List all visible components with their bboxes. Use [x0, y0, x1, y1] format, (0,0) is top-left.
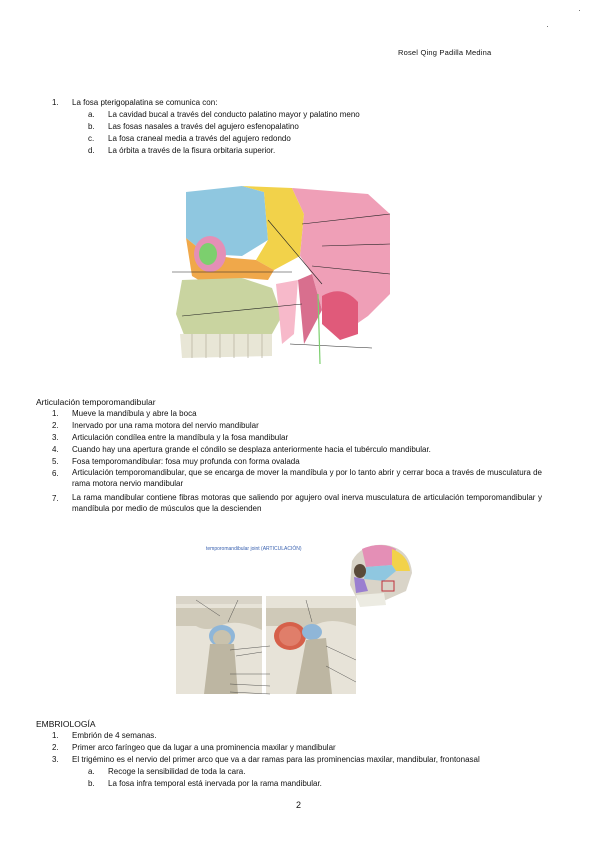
item-number: 1. [52, 731, 59, 740]
item-number: 4. [52, 445, 59, 454]
list-item [52, 468, 542, 489]
scan-speck [579, 10, 580, 11]
list-item [52, 742, 336, 754]
item-text: Fosa temporomandibular: fosa muy profunda con forma ovalada [72, 457, 300, 466]
skull-lateral-illustration [172, 184, 390, 364]
list-item [52, 754, 480, 766]
item-number: 5. [52, 457, 59, 466]
question-text: La fosa pterigopalatina se comunica con: [72, 98, 218, 107]
item-number: 3. [52, 755, 59, 764]
item-number: 3. [52, 433, 59, 442]
option-text: La órbita a través de la fisura orbitaria superior. [108, 146, 276, 155]
section-title-articulacion: Articulación temporomandibular [36, 397, 156, 407]
list-subitem [88, 778, 322, 790]
page-number: 2 [296, 800, 302, 810]
option-letter: a. [88, 110, 95, 119]
list-item [52, 420, 259, 432]
section-title-embriologia: EMBRIOLOGÍA [36, 719, 96, 729]
item-text: Inervado por una rama motora del nervio mandibular [72, 421, 259, 430]
item-text: Mueve la mandíbula y abre la boca [72, 409, 197, 418]
list-item [52, 408, 197, 420]
option-b [88, 121, 299, 133]
option-letter: c. [88, 134, 95, 143]
option-a [88, 109, 360, 121]
figure-caption: temporomandibular joint (ARTICULACIÓN) [206, 546, 302, 552]
item-number: 6. [52, 469, 59, 478]
list-subitem [88, 766, 245, 778]
list-item [52, 493, 542, 514]
list-item [52, 444, 431, 456]
item-text: Embrión de 4 semanas. [72, 731, 157, 740]
item-text: Articulación condílea entre la mandíbula y la fosa mandibular [72, 433, 289, 442]
subitem-text: La fosa infra temporal está inervada por la rama mandibular. [108, 779, 322, 788]
option-letter: b. [88, 122, 95, 131]
item-number: 2. [52, 421, 59, 430]
option-text: Las fosas nasales a través del agujero esfenopalatino [108, 122, 299, 131]
scan-speck [547, 26, 548, 27]
figure-leader-lines [230, 640, 270, 696]
list-item [52, 730, 157, 742]
item-number: 1. [52, 409, 59, 418]
option-d [88, 145, 275, 157]
tmj-open-section [266, 596, 356, 694]
item-text: Primer arco faríngeo que da lugar a una prominencia maxilar y mandibular [72, 743, 336, 752]
item-number: 7. [52, 494, 59, 503]
option-text: La fosa craneal media a través del agujero redondo [108, 134, 291, 143]
option-letter: d. [88, 146, 95, 155]
subitem-letter: b. [88, 779, 95, 788]
subitem-text: Recoge la sensibilidad de toda la cara. [108, 767, 246, 776]
item-number: 2. [52, 743, 59, 752]
option-c [88, 133, 291, 145]
option-text: La cavidad bucal a través del conducto palatino mayor y palatino meno [108, 110, 360, 119]
item-text: Articulación temporomandibular, que se encarga de mover la mandíbula y por lo tanto abrir y cerrar boca a través de musculatura de rama motora nervio mandibular [72, 468, 542, 488]
item-text: La rama mandibular contiene fibras motoras que saliendo por agujero oval inerva musculatura de articulación temporomandibular y mandíbula por medio de músculos que la descienden [72, 493, 542, 513]
author-name: Rosel Qing Padilla Medina [398, 48, 492, 57]
list-item [52, 432, 288, 444]
list-item [52, 456, 300, 468]
question-number: 1. [52, 98, 59, 107]
item-text: El trigémino es el nervio del primer arco que va a dar ramas para las prominencias maxilar, mandibular, frontonasal [72, 755, 480, 764]
subitem-letter: a. [88, 767, 95, 776]
item-text: Cuando hay una apertura grande el cóndilo se desplaza anteriormente hacia el tubérculo mandibular. [72, 445, 431, 454]
question-1 [52, 97, 217, 109]
